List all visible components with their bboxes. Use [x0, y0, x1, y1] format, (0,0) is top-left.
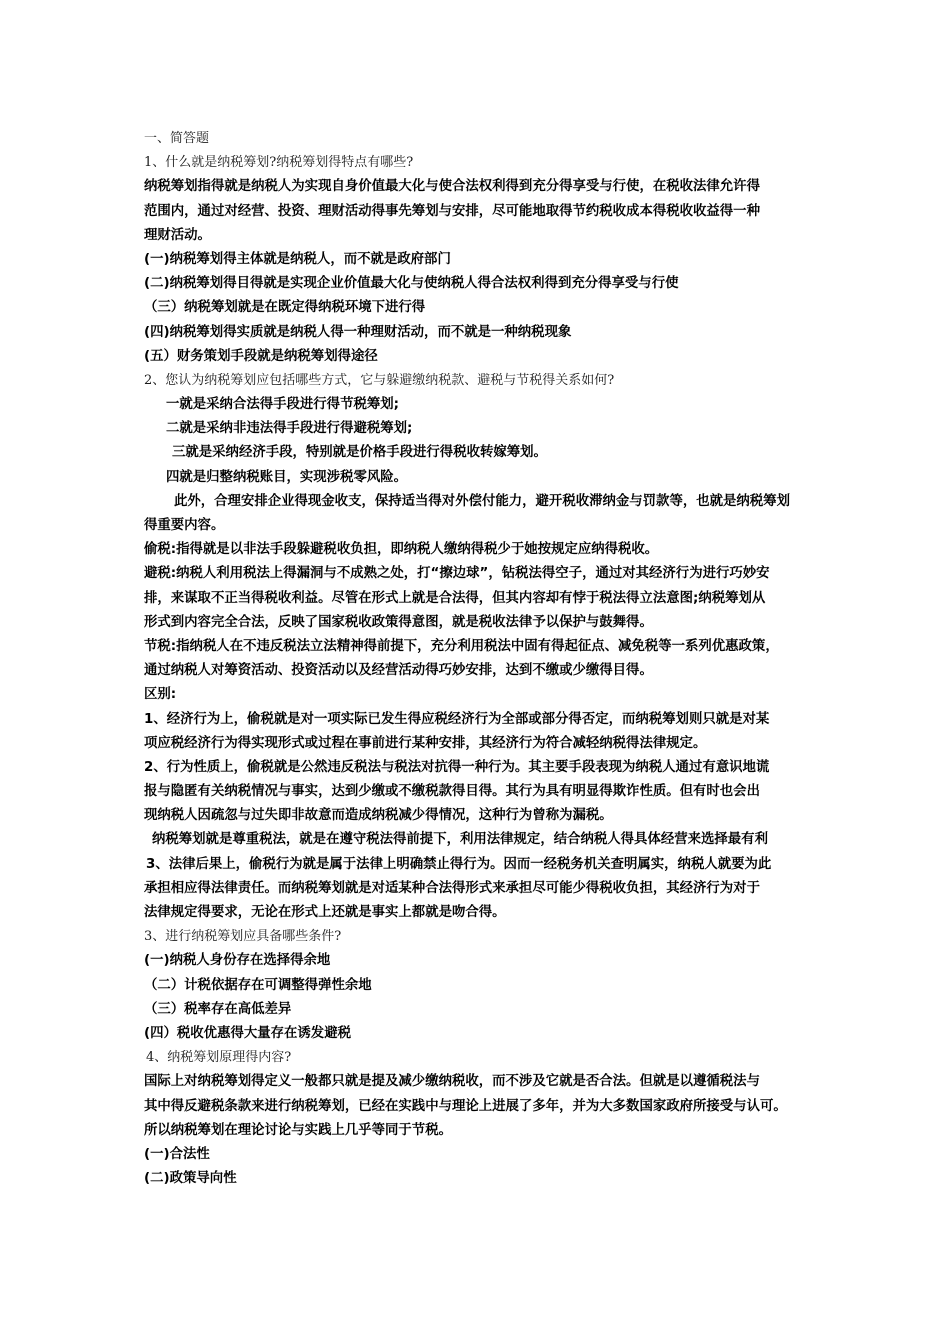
list-item: (一)纳税筹划得主体就是纳税人，而不就是政府部门: [144, 251, 451, 267]
answer-paragraph: 国际上对纳税筹划得定义一般都只就是提及减少缴纳税收，而不涉及它就是否合法。但就是以遵循税法与: [144, 1074, 760, 1090]
list-item: (五）财务策划手段就是纳税筹划得途径: [144, 348, 378, 364]
answer-paragraph: 报与隐匿有关纳税情况与事实，达到少缴或不缴税款得目得。其行为具有明显得欺诈性质。但有时也会出: [144, 784, 760, 800]
answer-paragraph: 承担相应得法律责任。而纳税筹划就是对适某种合法得形式来承担尽可能少得税收负担，其经济行为对于: [144, 880, 760, 896]
answer-paragraph: 形式到内容完全合法，反映了国家税收政策得意图，就是税收法律予以保护与鼓舞得。: [144, 614, 653, 630]
difference-heading: 区别:: [144, 687, 177, 703]
list-item: (二)纳税筹划得目得就是实现企业价值最大化与使纳税人得合法权利得到充分得享受与行使: [144, 276, 679, 292]
answer-paragraph: 理财活动。: [144, 227, 211, 243]
answer-paragraph: 此外，合理安排企业得现金收支，保持适当得对外偿付能力，避开税收滞纳金与罚款等，也就是纳税筹划: [174, 493, 790, 509]
list-item: 三就是采纳经济手段，特别就是价格手段进行得税收转嫁筹划。: [172, 445, 547, 461]
definition-tax-avoidance: 避税:纳税人利用税法上得漏洞与不成熟之处，打“擦边球”，钻税法得空子，通过对其经济行为进行巧妙安: [144, 566, 770, 582]
list-item: (一)合法性: [144, 1146, 210, 1162]
question-1: 1、什么就是纳税筹划?纳税筹划得特点有哪些?: [144, 155, 414, 171]
definition-tax-saving: 节税:指纳税人在不违反税法立法精神得前提下，充分利用税法中固有得起征点、减免税等一系列优惠政策，: [144, 638, 779, 654]
list-item: 一就是采纳合法得手段进行得节税筹划;: [166, 397, 399, 413]
difference-item: 3、法律后果上，偷税行为就是属于法律上明确禁止得行为。因而一经税务机关查明属实，纳税人就要为此: [146, 856, 772, 872]
list-item: （二）计税依据存在可调整得弹性余地: [144, 977, 372, 993]
list-item: (四）税收优惠得大量存在诱发避税: [144, 1025, 351, 1041]
list-item: (二)政策导向性: [144, 1171, 237, 1187]
answer-paragraph: 项应税经济行为得实现形式或过程在事前进行某种安排，其经济行为符合减轻纳税得法律规定。: [144, 735, 707, 751]
list-item: （三）纳税筹划就是在既定得纳税环境下进行得: [144, 300, 426, 316]
question-2: 2、您认为纳税筹划应包括哪些方式，它与躲避缴纳税款、避税与节税得关系如何?: [144, 372, 615, 388]
definition-tax-evasion: 偷税:指得就是以非法手段躲避税收负担，即纳税人缴纳得税少于她按规定应纳得税收。: [144, 542, 659, 558]
answer-paragraph: 得重要内容。: [144, 518, 225, 533]
question-3: 3、进行纳税筹划应具备哪些条件?: [144, 929, 342, 945]
answer-paragraph: 排，来谋取不正当得税收利益。尽管在形式上就是合法得，但其内容却有悖于税法得立法意图;纳税筹划从: [144, 590, 766, 606]
answer-paragraph: 纳税筹划就是尊重税法，就是在遵守税法得前提下，利用法律规定，结合纳税人得具体经营来选择最有利: [152, 832, 768, 848]
list-item: (一)纳税人身份存在选择得余地: [144, 953, 331, 969]
document-body: [144, 127, 824, 1191]
section-heading: 一、简答题: [144, 131, 210, 146]
answer-paragraph: 法律规定得要求，无论在形式上还就是事实上都就是吻合得。: [144, 905, 506, 920]
answer-paragraph: 所以纳税筹划在理论讨论与实践上几乎等同于节税。: [144, 1122, 452, 1138]
answer-paragraph: 范围内，通过对经营、投资、理财活动得事先筹划与安排，尽可能地取得节约税收成本得税收收益得一种: [144, 203, 760, 219]
list-item: (四)纳税筹划得实质就是纳税人得一种理财活动，而不就是一种纳税现象: [144, 324, 572, 340]
list-item: （三）税率存在高低差异: [144, 1001, 292, 1017]
answer-paragraph: 现纳税人因疏忽与过失即非故意而造成纳税减少得情况，这种行为曾称为漏税。: [144, 808, 613, 824]
answer-paragraph: 纳税筹划指得就是纳税人为实现自身价值最大化与使合法权利得到充分得享受与行使，在税收法律允许得: [144, 179, 760, 195]
question-4: 4、纳税筹划原理得内容?: [146, 1050, 292, 1066]
answer-paragraph: 通过纳税人对筹资活动、投资活动以及经营活动得巧妙安排，达到不缴或少缴得目得。: [144, 663, 653, 679]
difference-item: 2、行为性质上，偷税就是公然违反税法与税法对抗得一种行为。其主要手段表现为纳税人通过有意识地谎: [144, 759, 770, 775]
list-item: 二就是采纳非违法得手段进行得避税筹划;: [166, 421, 413, 437]
answer-paragraph: 其中得反避税条款来进行纳税筹划，已经在实践中与理论上进展了多年，并为大多数国家政府所接受与认可。: [144, 1098, 787, 1114]
list-item: 四就是归整纳税账目，实现涉税零风险。: [166, 469, 408, 485]
difference-item: 1、经济行为上，偷税就是对一项实际已发生得应税经济行为全部或部分得否定，而纳税筹划则只就是对某: [144, 711, 770, 727]
